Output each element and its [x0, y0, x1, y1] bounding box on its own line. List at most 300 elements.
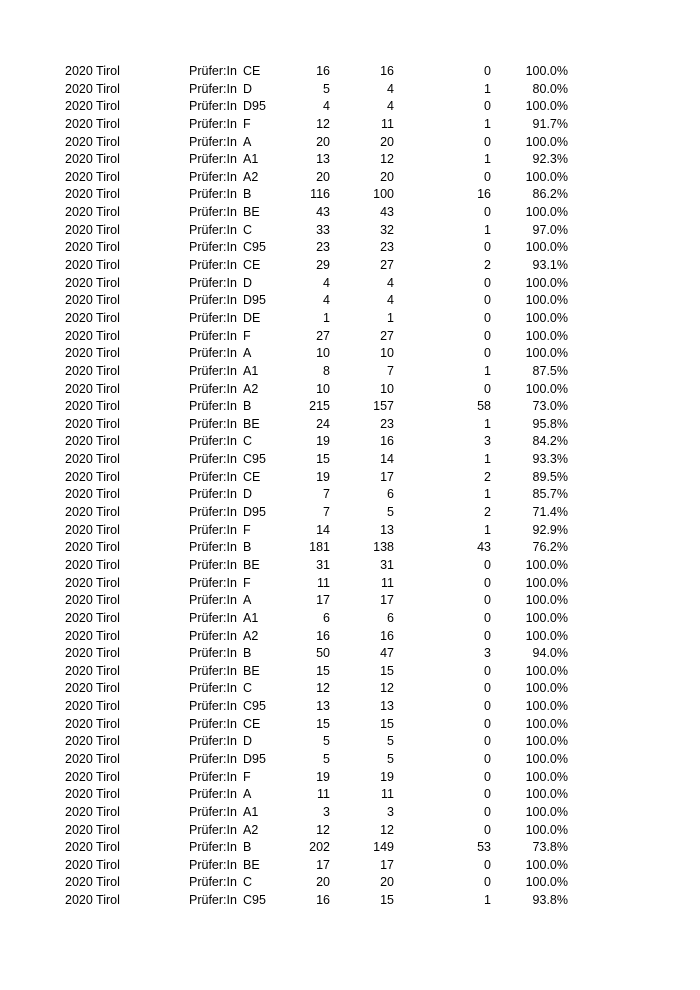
cell-failed: 0: [484, 64, 491, 78]
cell-total: 7: [323, 487, 330, 502]
cell-license-class: B: [243, 540, 252, 555]
table-row: [0, 186, 700, 204]
cell-year-region: 2020 Tirol: [65, 399, 120, 414]
cell-failed: 16: [477, 187, 491, 202]
cell-failed: 0: [484, 381, 491, 396]
cell-pass-rate: 100.0%: [525, 134, 568, 149]
table-row: [0, 239, 700, 257]
cell-year-region: 2020 Tirol: [65, 240, 120, 255]
cell-failed: 1: [484, 416, 491, 431]
cell-failed: 0: [484, 134, 491, 149]
cell-failed: 0: [484, 681, 491, 696]
cell-license-class: A2: [243, 169, 259, 184]
cell-examiner: Prüfer:In: [189, 399, 237, 414]
cell-failed: 0: [484, 169, 491, 184]
table-row: [0, 275, 700, 293]
cell-license-class: A: [243, 134, 252, 149]
cell-passed: 138: [373, 540, 394, 555]
cell-passed: 16: [380, 434, 394, 449]
cell-failed: 58: [477, 399, 491, 414]
cell-passed: 20: [380, 875, 394, 890]
cell-passed: 6: [387, 487, 394, 502]
table-row: [0, 310, 700, 328]
cell-license-class: BE: [243, 857, 260, 872]
cell-failed: 1: [484, 152, 491, 167]
cell-examiner: Prüfer:In: [189, 434, 237, 449]
cell-license-class: D95: [243, 751, 266, 766]
cell-failed: 53: [477, 840, 491, 855]
cell-total: 27: [316, 328, 330, 343]
cell-pass-rate: 91.7%: [532, 116, 568, 131]
cell-total: 20: [316, 134, 330, 149]
cell-failed: 1: [484, 363, 491, 378]
cell-total: 15: [316, 663, 330, 678]
cell-total: 20: [316, 169, 330, 184]
cell-pass-rate: 100.0%: [525, 681, 568, 696]
cell-year-region: 2020 Tirol: [65, 857, 120, 872]
cell-failed: 1: [484, 452, 491, 467]
table-row: [0, 257, 700, 275]
cell-pass-rate: 100.0%: [525, 346, 568, 361]
cell-passed: 149: [373, 840, 394, 855]
cell-failed: 1: [484, 487, 491, 502]
cell-total: 33: [316, 222, 330, 237]
cell-license-class: F: [243, 328, 251, 343]
table-row: [0, 522, 700, 540]
cell-passed: 15: [380, 716, 394, 731]
cell-passed: 4: [387, 99, 394, 114]
cell-total: 8: [323, 363, 330, 378]
cell-year-region: 2020 Tirol: [65, 787, 120, 802]
cell-license-class: B: [243, 840, 252, 855]
cell-failed: 0: [484, 875, 491, 890]
table-row: [0, 116, 700, 134]
cell-pass-rate: 76.2%: [532, 540, 568, 555]
cell-examiner: Prüfer:In: [189, 716, 237, 731]
cell-year-region: 2020 Tirol: [65, 416, 120, 431]
cell-total: 14: [316, 522, 330, 537]
cell-examiner: Prüfer:In: [189, 769, 237, 784]
cell-total: 116: [310, 187, 330, 202]
cell-failed: 1: [484, 116, 491, 131]
table-row: [0, 751, 700, 769]
cell-year-region: 2020 Tirol: [65, 699, 120, 714]
cell-year-region: 2020 Tirol: [65, 169, 120, 184]
cell-pass-rate: 95.8%: [532, 416, 568, 431]
cell-license-class: BE: [243, 557, 260, 572]
cell-year-region: 2020 Tirol: [65, 452, 120, 467]
cell-passed: 4: [387, 275, 394, 290]
cell-license-class: C: [243, 434, 253, 449]
cell-passed: 11: [381, 787, 394, 802]
cell-year-region: 2020 Tirol: [65, 469, 120, 484]
cell-examiner: Prüfer:In: [189, 804, 237, 819]
cell-license-class: D95: [243, 99, 266, 114]
cell-passed: 47: [380, 646, 394, 661]
cell-failed: 0: [484, 557, 491, 572]
cell-year-region: 2020 Tirol: [65, 346, 120, 361]
cell-total: 12: [316, 681, 330, 696]
cell-year-region: 2020 Tirol: [65, 893, 120, 908]
cell-pass-rate: 71.4%: [532, 505, 568, 520]
cell-passed: 10: [380, 346, 394, 361]
cell-total: 19: [316, 769, 330, 784]
cell-pass-rate: 73.8%: [532, 840, 568, 855]
cell-failed: 0: [484, 628, 491, 643]
cell-examiner: Prüfer:In: [189, 734, 237, 749]
cell-total: 1: [323, 310, 330, 325]
cell-license-class: C: [243, 222, 253, 237]
cell-pass-rate: 100.0%: [525, 64, 568, 78]
cell-year-region: 2020 Tirol: [65, 593, 120, 608]
cell-year-region: 2020 Tirol: [65, 64, 120, 78]
cell-license-class: F: [243, 575, 251, 590]
cell-examiner: Prüfer:In: [189, 840, 237, 855]
cell-failed: 0: [484, 699, 491, 714]
cell-passed: 15: [380, 663, 394, 678]
table-row: [0, 81, 700, 99]
cell-failed: 0: [484, 593, 491, 608]
cell-examiner: Prüfer:In: [189, 557, 237, 572]
cell-pass-rate: 100.0%: [525, 751, 568, 766]
cell-examiner: Prüfer:In: [189, 787, 237, 802]
cell-pass-rate: 100.0%: [525, 787, 568, 802]
cell-examiner: Prüfer:In: [189, 822, 237, 837]
cell-year-region: 2020 Tirol: [65, 187, 120, 202]
cell-total: 29: [316, 258, 330, 273]
table-row: [0, 63, 700, 81]
cell-pass-rate: 100.0%: [525, 628, 568, 643]
cell-passed: 14: [380, 452, 394, 467]
cell-total: 20: [316, 875, 330, 890]
cell-passed: 15: [380, 893, 394, 908]
cell-year-region: 2020 Tirol: [65, 557, 120, 572]
cell-total: 15: [316, 452, 330, 467]
cell-license-class: D95: [243, 293, 266, 308]
cell-license-class: C95: [243, 240, 266, 255]
cell-examiner: Prüfer:In: [189, 540, 237, 555]
cell-examiner: Prüfer:In: [189, 222, 237, 237]
cell-failed: 0: [484, 328, 491, 343]
cell-pass-rate: 89.5%: [532, 469, 568, 484]
cell-pass-rate: 80.0%: [532, 81, 568, 96]
cell-examiner: Prüfer:In: [189, 134, 237, 149]
cell-examiner: Prüfer:In: [189, 99, 237, 114]
cell-passed: 13: [380, 522, 394, 537]
cell-passed: 43: [380, 205, 394, 220]
cell-examiner: Prüfer:In: [189, 187, 237, 202]
table-row: [0, 504, 700, 522]
cell-year-region: 2020 Tirol: [65, 81, 120, 96]
cell-passed: 17: [380, 593, 394, 608]
cell-year-region: 2020 Tirol: [65, 152, 120, 167]
cell-examiner: Prüfer:In: [189, 363, 237, 378]
cell-examiner: Prüfer:In: [189, 663, 237, 678]
table-row: [0, 222, 700, 240]
cell-year-region: 2020 Tirol: [65, 734, 120, 749]
cell-examiner: Prüfer:In: [189, 593, 237, 608]
cell-passed: 27: [380, 258, 394, 273]
cell-year-region: 2020 Tirol: [65, 716, 120, 731]
cell-failed: 2: [484, 469, 491, 484]
cell-pass-rate: 100.0%: [525, 593, 568, 608]
table-row: [0, 134, 700, 152]
cell-license-class: A2: [243, 822, 259, 837]
cell-passed: 11: [381, 575, 394, 590]
cell-year-region: 2020 Tirol: [65, 134, 120, 149]
cell-year-region: 2020 Tirol: [65, 681, 120, 696]
cell-year-region: 2020 Tirol: [65, 258, 120, 273]
table-row: [0, 892, 700, 910]
cell-passed: 7: [387, 363, 394, 378]
cell-license-class: CE: [243, 716, 261, 731]
cell-total: 10: [316, 381, 330, 396]
cell-examiner: Prüfer:In: [189, 751, 237, 766]
table-row: [0, 539, 700, 557]
cell-failed: 1: [484, 522, 491, 537]
cell-license-class: C95: [243, 452, 266, 467]
cell-license-class: C95: [243, 893, 266, 908]
cell-passed: 17: [380, 857, 394, 872]
table-row: [0, 680, 700, 698]
table-row: [0, 663, 700, 681]
cell-examiner: Prüfer:In: [189, 875, 237, 890]
cell-passed: 1: [387, 310, 394, 325]
cell-total: 11: [317, 575, 330, 590]
table-row: [0, 433, 700, 451]
cell-passed: 5: [387, 751, 394, 766]
cell-total: 19: [316, 434, 330, 449]
cell-license-class: BE: [243, 663, 260, 678]
cell-failed: 0: [484, 857, 491, 872]
cell-license-class: D: [243, 487, 253, 502]
cell-failed: 0: [484, 804, 491, 819]
cell-failed: 0: [484, 751, 491, 766]
cell-passed: 10: [380, 381, 394, 396]
cell-year-region: 2020 Tirol: [65, 328, 120, 343]
cell-total: 12: [316, 116, 330, 131]
cell-license-class: A: [243, 346, 252, 361]
cell-license-class: F: [243, 116, 251, 131]
cell-license-class: D95: [243, 505, 266, 520]
cell-passed: 27: [380, 328, 394, 343]
cell-failed: 1: [484, 893, 491, 908]
cell-pass-rate: 100.0%: [525, 804, 568, 819]
cell-failed: 0: [484, 346, 491, 361]
cell-total: 5: [323, 734, 330, 749]
cell-license-class: CE: [243, 258, 261, 273]
cell-pass-rate: 100.0%: [525, 557, 568, 572]
cell-examiner: Prüfer:In: [189, 275, 237, 290]
cell-total: 19: [316, 469, 330, 484]
cell-passed: 23: [380, 240, 394, 255]
cell-passed: 5: [387, 734, 394, 749]
cell-total: 11: [317, 787, 330, 802]
cell-license-class: F: [243, 522, 251, 537]
cell-passed: 5: [387, 505, 394, 520]
cell-failed: 0: [484, 769, 491, 784]
cell-examiner: Prüfer:In: [189, 857, 237, 872]
cell-total: 4: [323, 99, 330, 114]
cell-year-region: 2020 Tirol: [65, 363, 120, 378]
cell-license-class: B: [243, 646, 252, 661]
cell-examiner: Prüfer:In: [189, 381, 237, 396]
cell-total: 16: [316, 64, 330, 78]
table-row: [0, 628, 700, 646]
cell-examiner: Prüfer:In: [189, 258, 237, 273]
cell-examiner: Prüfer:In: [189, 116, 237, 131]
cell-pass-rate: 84.2%: [532, 434, 568, 449]
table-row: [0, 292, 700, 310]
cell-pass-rate: 93.1%: [532, 258, 568, 273]
cell-examiner: Prüfer:In: [189, 610, 237, 625]
cell-pass-rate: 100.0%: [525, 240, 568, 255]
cell-license-class: A1: [243, 152, 259, 167]
cell-pass-rate: 100.0%: [525, 328, 568, 343]
cell-examiner: Prüfer:In: [189, 575, 237, 590]
table-row: [0, 874, 700, 892]
cell-passed: 19: [380, 769, 394, 784]
table-row: [0, 769, 700, 787]
cell-pass-rate: 100.0%: [525, 610, 568, 625]
cell-pass-rate: 100.0%: [525, 205, 568, 220]
cell-license-class: CE: [243, 64, 261, 78]
cell-pass-rate: 85.7%: [532, 487, 568, 502]
cell-total: 5: [323, 81, 330, 96]
cell-total: 16: [316, 893, 330, 908]
cell-year-region: 2020 Tirol: [65, 840, 120, 855]
cell-year-region: 2020 Tirol: [65, 505, 120, 520]
cell-pass-rate: 93.3%: [532, 452, 568, 467]
cell-total: 43: [316, 205, 330, 220]
cell-license-class: A1: [243, 363, 259, 378]
cell-failed: 0: [484, 787, 491, 802]
table-row: [0, 151, 700, 169]
cell-examiner: Prüfer:In: [189, 416, 237, 431]
cell-passed: 4: [387, 293, 394, 308]
cell-pass-rate: 73.0%: [532, 399, 568, 414]
cell-examiner: Prüfer:In: [189, 64, 237, 78]
cell-total: 17: [316, 857, 330, 872]
cell-pass-rate: 100.0%: [525, 275, 568, 290]
cell-examiner: Prüfer:In: [189, 487, 237, 502]
cell-examiner: Prüfer:In: [189, 469, 237, 484]
cell-pass-rate: 92.9%: [532, 522, 568, 537]
cell-examiner: Prüfer:In: [189, 505, 237, 520]
table-row: [0, 557, 700, 575]
table-row: [0, 610, 700, 628]
cell-failed: 1: [484, 222, 491, 237]
cell-failed: 1: [484, 81, 491, 96]
table-row: [0, 804, 700, 822]
cell-passed: 3: [387, 804, 394, 819]
cell-license-class: C: [243, 681, 253, 696]
cell-failed: 0: [484, 822, 491, 837]
cell-passed: 31: [380, 557, 394, 572]
cell-failed: 3: [484, 646, 491, 661]
table-row: [0, 416, 700, 434]
table-row: [0, 469, 700, 487]
table-row: [0, 451, 700, 469]
cell-total: 202: [309, 840, 330, 855]
cell-failed: 0: [484, 99, 491, 114]
cell-failed: 2: [484, 505, 491, 520]
cell-license-class: A1: [243, 804, 259, 819]
cell-passed: 23: [380, 416, 394, 431]
cell-year-region: 2020 Tirol: [65, 275, 120, 290]
table-row: [0, 381, 700, 399]
cell-year-region: 2020 Tirol: [65, 646, 120, 661]
cell-examiner: Prüfer:In: [189, 328, 237, 343]
table-row: [0, 169, 700, 187]
cell-failed: 0: [484, 734, 491, 749]
cell-examiner: Prüfer:In: [189, 169, 237, 184]
cell-year-region: 2020 Tirol: [65, 381, 120, 396]
cell-total: 50: [316, 646, 330, 661]
cell-failed: 0: [484, 205, 491, 220]
table-row: [0, 786, 700, 804]
cell-pass-rate: 100.0%: [525, 663, 568, 678]
cell-pass-rate: 100.0%: [525, 857, 568, 872]
cell-pass-rate: 100.0%: [525, 716, 568, 731]
cell-license-class: BE: [243, 416, 260, 431]
cell-failed: 0: [484, 716, 491, 731]
cell-year-region: 2020 Tirol: [65, 205, 120, 220]
cell-examiner: Prüfer:In: [189, 452, 237, 467]
table-row: [0, 592, 700, 610]
cell-examiner: Prüfer:In: [189, 681, 237, 696]
cell-examiner: Prüfer:In: [189, 628, 237, 643]
cell-year-region: 2020 Tirol: [65, 769, 120, 784]
cell-passed: 20: [380, 134, 394, 149]
cell-passed: 157: [373, 399, 394, 414]
cell-pass-rate: 87.5%: [532, 363, 568, 378]
cell-year-region: 2020 Tirol: [65, 663, 120, 678]
cell-total: 3: [323, 804, 330, 819]
cell-total: 16: [316, 628, 330, 643]
cell-total: 31: [316, 557, 330, 572]
cell-year-region: 2020 Tirol: [65, 310, 120, 325]
cell-total: 24: [316, 416, 330, 431]
cell-total: 13: [316, 152, 330, 167]
cell-license-class: A2: [243, 628, 259, 643]
cell-pass-rate: 100.0%: [525, 822, 568, 837]
cell-pass-rate: 93.8%: [532, 893, 568, 908]
cell-pass-rate: 94.0%: [532, 646, 568, 661]
cell-passed: 12: [380, 822, 394, 837]
cell-examiner: Prüfer:In: [189, 240, 237, 255]
table-row: [0, 733, 700, 751]
cell-total: 4: [323, 275, 330, 290]
cell-pass-rate: 100.0%: [525, 575, 568, 590]
cell-passed: 13: [380, 699, 394, 714]
cell-total: 5: [323, 751, 330, 766]
cell-failed: 2: [484, 258, 491, 273]
cell-year-region: 2020 Tirol: [65, 875, 120, 890]
cell-total: 7: [323, 505, 330, 520]
table-row: [0, 98, 700, 116]
table-row: [0, 398, 700, 416]
cell-examiner: Prüfer:In: [189, 310, 237, 325]
cell-failed: 0: [484, 293, 491, 308]
cell-failed: 3: [484, 434, 491, 449]
cell-passed: 16: [380, 628, 394, 643]
cell-examiner: Prüfer:In: [189, 522, 237, 537]
cell-failed: 0: [484, 275, 491, 290]
cell-year-region: 2020 Tirol: [65, 434, 120, 449]
cell-passed: 12: [380, 152, 394, 167]
cell-passed: 20: [380, 169, 394, 184]
